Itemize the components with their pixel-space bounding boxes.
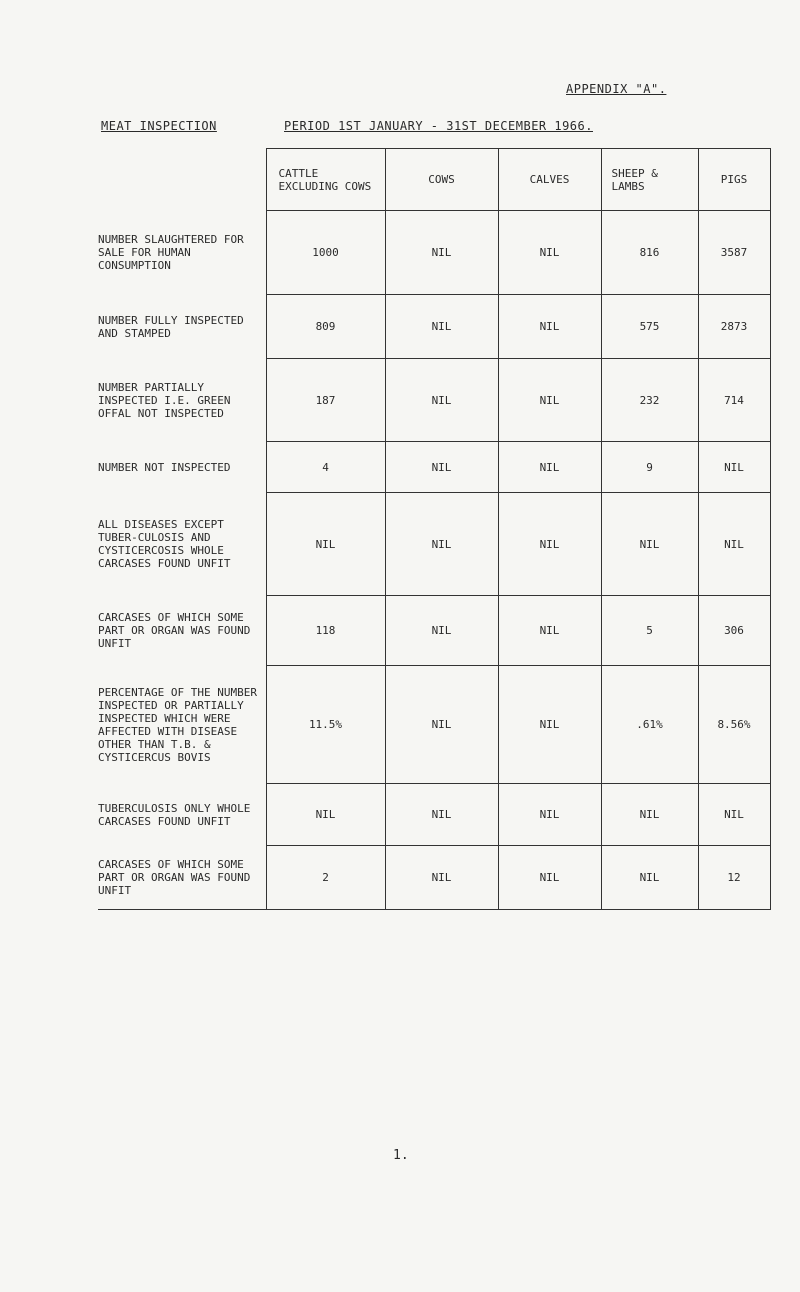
row-label: NUMBER FULLY INSPECTED AND STAMPED [98, 313, 244, 340]
document-title: MEAT INSPECTION [101, 119, 217, 133]
cell-value: NIL [266, 784, 385, 846]
row-label: NUMBER NOT INSPECTED [98, 460, 231, 474]
table-row [98, 211, 770, 295]
col-header-sheep: SHEEP & LAMBS [601, 149, 698, 211]
col-header-cows: COWS [385, 149, 498, 211]
cell-value: 12 [698, 846, 770, 910]
table-row [98, 359, 770, 442]
cell-value: 232 [601, 359, 698, 442]
cell-value: 2873 [698, 295, 770, 359]
cell-value: NIL [385, 596, 498, 666]
row-label: CARCASES OF WHICH SOME PART OR ORGAN WAS FOUND UNFIT [98, 846, 266, 910]
cell-value: NIL [498, 442, 601, 493]
cell-value: NIL [498, 211, 601, 295]
period-title: PERIOD 1ST JANUARY - 31ST DECEMBER 1966. [284, 119, 593, 133]
table-row [98, 442, 770, 493]
cell-value: 2 [266, 846, 385, 910]
table-row [98, 493, 770, 596]
cell-value: 187 [266, 359, 385, 442]
cell-value: NIL [498, 493, 601, 596]
table-row [98, 846, 770, 910]
cell-value: NIL [385, 666, 498, 784]
cell-value: NIL [601, 493, 698, 596]
cell-value: NIL [498, 295, 601, 359]
col-header-pigs: PIGS [698, 149, 770, 211]
cell-value: NIL [385, 211, 498, 295]
cell-value: NIL [266, 493, 385, 596]
row-label: NUMBER SLAUGHTERED FOR SALE FOR HUMAN CONSUMPTION [98, 233, 244, 272]
cell-value: NIL [385, 784, 498, 846]
row-label: ALL DISEASES EXCEPT TUBER-CULOSIS AND CYSTICERCOSIS WHOLE CARCASES FOUND UNFIT [98, 518, 231, 570]
header-blank [98, 149, 266, 211]
cell-value: NIL [601, 784, 698, 846]
cell-value: 306 [698, 596, 770, 666]
col-header-cattle: CATTLE EXCLUDING COWS [266, 149, 385, 211]
cell-value: NIL [385, 846, 498, 910]
cell-value: NIL [498, 666, 601, 784]
cell-value: 4 [266, 442, 385, 493]
cell-value: 575 [601, 295, 698, 359]
table-row [98, 295, 770, 359]
meat-inspection-table [98, 148, 771, 910]
table-row [98, 596, 770, 666]
cell-value: 809 [266, 295, 385, 359]
row-label: NUMBER PARTIALLY INSPECTED I.E. GREEN OFFAL NOT INSPECTED [98, 380, 231, 420]
page-number: 1. [393, 1148, 409, 1163]
cell-value: NIL [498, 596, 601, 666]
cell-value: 5 [601, 596, 698, 666]
cell-value: 1000 [266, 211, 385, 295]
cell-value: 11.5% [266, 666, 385, 784]
cell-value: .61% [601, 666, 698, 784]
cell-value: 118 [266, 596, 385, 666]
cell-value: 3587 [698, 211, 770, 295]
cell-value: NIL [385, 359, 498, 442]
cell-value: NIL [498, 784, 601, 846]
cell-value: 816 [601, 211, 698, 295]
cell-value: NIL [498, 359, 601, 442]
cell-value: NIL [385, 295, 498, 359]
cell-value: NIL [698, 493, 770, 596]
cell-value: NIL [385, 442, 498, 493]
cell-value: NIL [698, 784, 770, 846]
appendix-label: APPENDIX "A". [566, 82, 667, 96]
table-row [98, 784, 770, 846]
cell-value: NIL [385, 493, 498, 596]
row-label: PERCENTAGE OF THE NUMBER INSPECTED OR PARTIALLY INSPECTED WHICH WERE AFFECTED WITH DISEASE OTHER THAN T.B. & CYSTICERCUS BOVIS [98, 685, 257, 764]
cell-value: 8.56% [698, 666, 770, 784]
cell-value: 714 [698, 359, 770, 442]
table-row [98, 666, 770, 784]
cell-value: NIL [601, 846, 698, 910]
cell-value: NIL [698, 442, 770, 493]
row-label: TUBERCULOSIS ONLY WHOLE CARCASES FOUND UNFIT [98, 801, 251, 828]
row-label: CARCASES OF WHICH SOME PART OR ORGAN WAS FOUND UNFIT [98, 611, 251, 650]
header-row [98, 149, 770, 211]
cell-value: NIL [498, 846, 601, 910]
col-header-calves: CALVES [498, 149, 601, 211]
cell-value: 9 [601, 442, 698, 493]
